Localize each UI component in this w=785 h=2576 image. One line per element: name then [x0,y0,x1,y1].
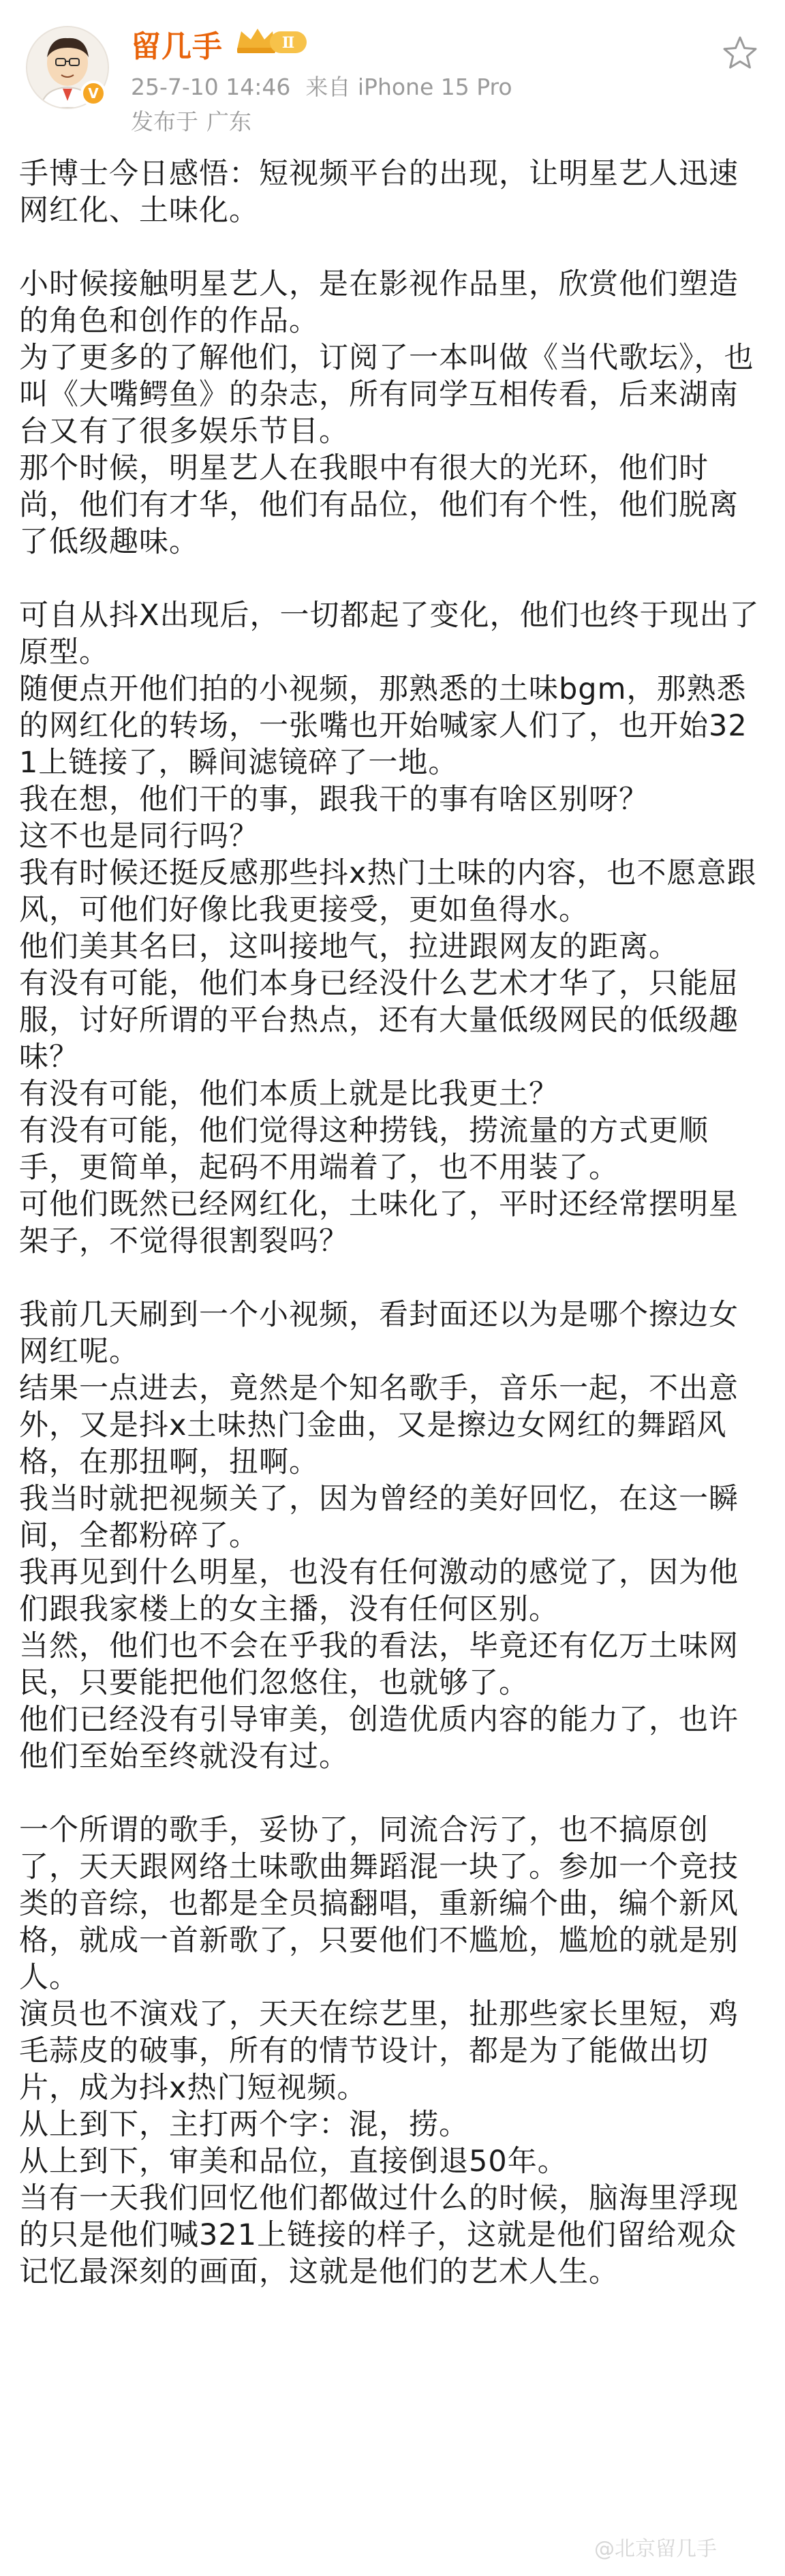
post-paragraph: 从上到下，主打两个字：混，捞。 [19,2108,469,2142]
post-source: 来自 iPhone 15 Pro [305,74,512,100]
post-paragraph: 结果一点进去，竟然是个知名歌手，音乐一起，不出意外，又是抖x土味热门金曲，又是擦边女网红的舞蹈风格，在那扭啊，扭啊。 [19,1372,739,1479]
post-paragraph: 我有时候还挺反感那些抖x热门土味的内容，也不愿意跟风，可他们好像比我更接受，更如鱼得水。 [19,856,757,927]
post-paragraph: 手博士今日感悟：短视频平台的出现，让明星艺人迅速网红化、土味化。 [19,157,739,228]
post-paragraph: 随便点开他们拍的小视频，那熟悉的土味bgm，那熟悉的网红化的转场，一张嘴也开始喊家人们了，也开始321上链接了，瞬间滤镜碎了一地。 [19,672,748,780]
vip-crown-icon [234,25,309,57]
post-paragraph: 那个时候，明星艺人在我眼中有很大的光环，他们时尚，他们有才华，他们有品位，他们有个性，他们脱离了低级趣味。 [19,451,739,559]
location-place: 广东 [206,108,251,135]
post-header [0,0,785,150]
verified-v-icon: V [80,80,106,106]
post-paragraph: 有没有可能，他们觉得这种捞钱，捞流量的方式更顺手，更简单，起码不用端着了，也不用装了。 [19,1114,709,1185]
author-name[interactable]: 留几手 [131,29,223,64]
post-date: 25-7-10 14:46 [131,74,291,100]
post-location [131,104,251,136]
post-paragraph: 当有一天我们回忆他们都做过什么的时候，脑海里浮现的只是他们喊321上链接的样子，这就是他们留给观众记忆最深刻的画面，这就是他们的艺术人生。 [19,2181,739,2289]
post-paragraph: 演员也不演戏了，天天在综艺里，扯那些家长里短，鸡毛蒜皮的破事，所有的情节设计，都是为了能做出切片，成为抖x热门短视频。 [19,1997,739,2105]
post-paragraph: 他们已经没有引导审美，创造优质内容的能力了，也许他们至始至终就没有过。 [19,1703,739,1774]
post-paragraph: 他们美其名曰，这叫接地气，拉进跟网友的距离。 [19,930,679,964]
post-paragraph: 我在想，他们干的事，跟我干的事有啥区别呀？ [19,783,649,817]
post-paragraph: 为了更多的了解他们，订阅了一本叫做《当代歌坛》，也叫《大嘴鳄鱼》的杂志，所有同学互相传看，后来湖南台又有了很多娱乐节目。 [19,341,754,449]
post-paragraph: 可他们既然已经网红化，土味化了，平时还经常摆明星架子，不觉得很割裂吗？ [19,1187,739,1258]
post-paragraph: 当然，他们也不会在乎我的看法，毕竟还有亿万土味网民，只要能把他们忽悠住，也就够了。 [19,1629,739,1700]
location-prefix: 发布于 [131,108,198,135]
post-paragraph: 我前几天刷到一个小视频，看封面还以为是哪个擦边女网红呢。 [19,1298,739,1369]
watermark: @北京留几手 [594,2537,717,2561]
post-paragraph: 从上到下，审美和品位，直接倒退50年。 [19,2145,568,2179]
vip-level-text: Ⅱ [281,34,295,52]
post-paragraph: 我当时就把视频关了，因为曾经的美好回忆，在这一瞬间，全都粉碎了。 [19,1482,739,1553]
post-meta [131,70,512,102]
post-content [19,155,766,2290]
post-paragraph: 可自从抖X出现后，一切都起了变化，他们也终于现出了原型。 [19,598,760,669]
post-paragraph: 有没有可能，他们本身已经没什么艺术才华了，只能屈服，讨好所谓的平台热点，还有大量低级网民的低级趣味？ [19,967,739,1074]
post-paragraph: 我再见到什么明星，也没有任何激动的感觉了，因为他们跟我家楼上的女主播，没有任何区别。 [19,1556,739,1626]
post-paragraph: 这不也是同行吗？ [19,819,259,853]
star-favorite-icon[interactable] [721,34,759,72]
post-paragraph: 一个所谓的歌手，妥协了，同流合污了，也不搞原创了，天天跟网络土味歌曲舞蹈混一块了。参加一个竞技类的音综，也都是全员搞翻唱，重新编个曲，编个新风格，就成一首新歌了，只要他们不尴尬，尴尬的就是别人。 [19,1813,739,1995]
post-paragraph: 有没有可能，他们本质上就是比我更土？ [19,1077,559,1111]
post-paragraph: 小时候接触明星艺人，是在影视作品里，欣赏他们塑造的角色和创作的作品。 [19,267,739,338]
